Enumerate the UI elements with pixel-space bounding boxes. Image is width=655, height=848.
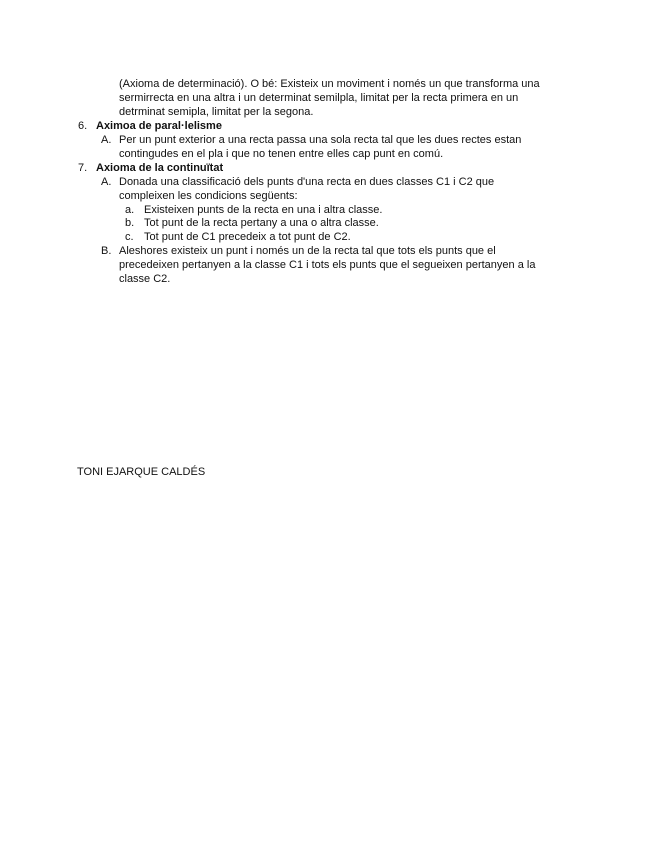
item-7a-sub-a-text: Existeixen punts de la recta en una i altra classe. xyxy=(144,204,383,216)
item-6a-line-2: contingudes en el pla i que no tenen entre elles cap punt en comú. xyxy=(119,148,444,160)
continuation-line-3: detrminat semipla, limitat per la segona. xyxy=(119,106,314,118)
item-7a-sub-c-marker: c. xyxy=(125,231,134,243)
item-7-title: Axioma de la continuïtat xyxy=(96,162,224,174)
item-7b-marker: B. xyxy=(101,245,112,257)
item-7b-line-1: Aleshores existeix un punt i només un de la recta tal que tots els punts que el xyxy=(119,245,496,257)
item-7-number: 7. xyxy=(78,162,88,174)
item-7a-sub-c-text: Tot punt de C1 precedeix a tot punt de C2. xyxy=(144,231,351,243)
item-6-number: 6. xyxy=(78,120,88,132)
item-7a-sub-a-marker: a. xyxy=(125,204,135,216)
item-7b-line-2: precedeixen pertanyen a la classe C1 i tots els punts que el segueixen pertanyen a la xyxy=(119,259,536,271)
item-7a-line-2: compleixen les condicions següents: xyxy=(119,190,298,202)
item-7b-line-3: classe C2. xyxy=(119,273,171,285)
item-7a-sub-b-text: Tot punt de la recta pertany a una o altra classe. xyxy=(144,217,379,229)
continuation-line-2: sermirrecta en una altra i un determinat semilpla, limitat per la recta primera en un xyxy=(119,92,519,104)
item-7a-line-1: Donada una classificació dels punts d'una recta en dues classes C1 i C2 que xyxy=(119,176,495,188)
item-6a-marker: A. xyxy=(101,134,112,146)
author-name: TONI EJARQUE CALDÉS xyxy=(77,466,206,478)
item-7a-marker: A. xyxy=(101,176,112,188)
item-7a-sub-b-marker: b. xyxy=(125,217,135,229)
item-6-title: Aximoa de paral·lelisme xyxy=(96,120,222,132)
item-6a-line-1: Per un punt exterior a una recta passa una sola recta tal que les dues rectes estan xyxy=(119,134,522,146)
continuation-line-1: (Axioma de determinació). O bé: Existeix un moviment i només un que transforma una xyxy=(119,78,540,90)
